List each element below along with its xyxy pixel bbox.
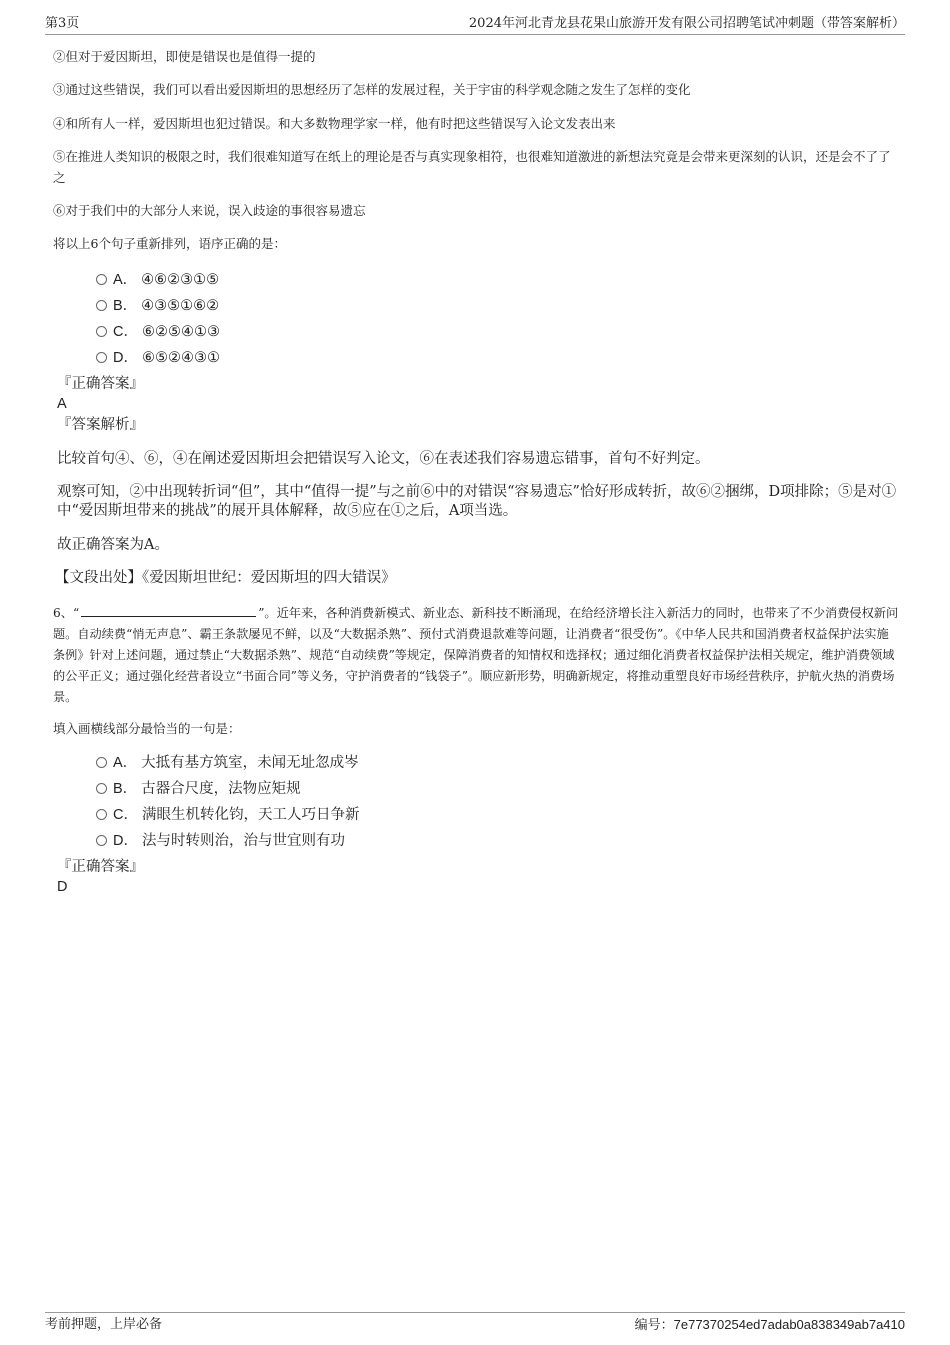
sentence-5: ⑤在推进人类知识的极限之时，我们很难知道写在纸上的理论是否与真实现象相符，也很难知道激进的新想法究竟是会带来更深刻的认识，还是会不了了之 (53, 149, 891, 185)
source-citation: 【文段出处】《爱因斯坦世纪：爱因斯坦的四大错误》 (55, 570, 396, 586)
analysis-label: 『答案解析』 (57, 417, 144, 433)
document-code (635, 1315, 905, 1336)
option-text: ④⑥②③①⑤ (141, 272, 220, 288)
q5-option-a[interactable] (96, 270, 219, 290)
q6-correct-answer: D (57, 879, 68, 895)
radio-icon[interactable] (96, 300, 107, 311)
q6-passage-text: ”。近年来，各种消费新模式、新业态、新科技不断涌现，在给经济增长注入新活力的同时，也带来了不少消费侵权新问题。自动续费“悄无声息”、霸王条款屡见不鲜，以及“大数据杀熟”、预付式消费退款难等问题，让消费者“很受伤”。《中华人民共和国消费者权益保护法实施条例》针对上述问题，通过禁止“大数据杀熟”、规范“自动续费”等规定，保障消费者的知情权和选择权；通过细化消费者权益保护法相关规定，维护消费领域的公平正义；通过强化经营者设立“书面合同”等义务，守护消费者的“钱袋子”。顺应新形势，明确新规定，将推动重塑良好市场经营秩序，护航火热的消费场景。 (53, 606, 899, 704)
page-header (45, 14, 905, 35)
sentence-2: ②但对于爱因斯坦，即使是错误也是值得一提的 (53, 49, 316, 64)
q5-option-d[interactable] (96, 348, 220, 368)
option-text: 大抵有基方筑室，未闻无址忽成岑 (141, 755, 359, 771)
page-footer (45, 1312, 905, 1335)
option-letter: D． (113, 833, 138, 849)
option-letter: C． (113, 324, 138, 340)
q6-option-c[interactable] (96, 805, 359, 825)
q6-option-d[interactable] (96, 831, 345, 851)
option-text: ⑥⑤②④③① (141, 350, 220, 366)
question-prompt: 将以上6个句子重新排列，语序正确的是： (53, 236, 286, 251)
analysis-paragraph-2: 观察可知，②中出现转折词“但”，其中“值得一提”与之前⑥中的对错误“容易遗忘”恰好形成转折，故⑥②捆绑，D项排除；⑤是对①中“爱因斯坦带来的挑战”的展开具体解释，故⑤应在①之后，A项当选。 (57, 484, 897, 519)
q6-option-a[interactable] (96, 753, 359, 773)
q6-correct-answer-label: 『正确答案』 (57, 859, 144, 875)
sentence-6: ⑥对于我们中的大部分人来说，误入歧途的事很容易遗忘 (53, 203, 366, 218)
correct-answer: A (57, 396, 67, 412)
page-number: 第3页 (45, 16, 80, 31)
q5-option-c[interactable] (96, 322, 220, 342)
q6-prompt: 填入画横线部分最恰当的一句是： (53, 721, 241, 736)
option-letter: B． (113, 298, 138, 314)
option-letter: D． (113, 350, 138, 366)
option-letter: A． (113, 755, 138, 771)
analysis-paragraph-1: 比较首句④、⑥，④在阐述爱因斯坦会把错误写入论文，⑥在表述我们容易遗忘错事，首句不好判定。 (57, 451, 710, 467)
footer-slogan: 考前押题，上岸必备 (45, 1317, 163, 1332)
code-value: 7e77370254ed7adab0a838349ab7a410 (673, 1317, 905, 1332)
correct-answer-label: 『正确答案』 (57, 376, 144, 392)
radio-icon[interactable] (96, 809, 107, 820)
fill-blank (81, 604, 256, 617)
q6-option-b[interactable] (96, 779, 301, 799)
radio-icon[interactable] (96, 274, 107, 285)
option-text: 满眼生机转化钧，天工人巧日争新 (141, 807, 360, 823)
sentence-4: ④和所有人一样，爱因斯坦也犯过错误。和大多数物理学家一样，他有时把这些错误写入论文发表出来 (53, 116, 616, 131)
option-text: ④③⑤①⑥② (141, 298, 220, 314)
option-text: 法与时转则治，治与世宜则有功 (141, 833, 345, 849)
radio-icon[interactable] (96, 783, 107, 794)
option-letter: C． (113, 807, 138, 823)
option-text: 古器合尺度，法物应矩规 (141, 781, 301, 797)
q6-passage (53, 603, 899, 708)
document-title: 2024年河北青龙县花果山旅游开发有限公司招聘笔试冲刺题（带答案解析） (468, 16, 905, 31)
radio-icon[interactable] (96, 352, 107, 363)
sentence-3: ③通过这些错误，我们可以看出爱因斯坦的思想经历了怎样的发展过程，关于宇宙的科学观念随之发生了怎样的变化 (53, 82, 691, 97)
radio-icon[interactable] (96, 757, 107, 768)
q5-option-b[interactable] (96, 296, 219, 316)
code-label: 编号： (634, 1318, 674, 1333)
analysis-conclusion: 故正确答案为A。 (57, 537, 169, 553)
option-letter: B． (113, 781, 138, 797)
radio-icon[interactable] (96, 326, 107, 337)
q6-number: 6、“ (53, 606, 80, 620)
radio-icon[interactable] (96, 835, 107, 846)
option-text: ⑥②⑤④①③ (141, 324, 220, 340)
option-letter: A． (113, 272, 138, 288)
